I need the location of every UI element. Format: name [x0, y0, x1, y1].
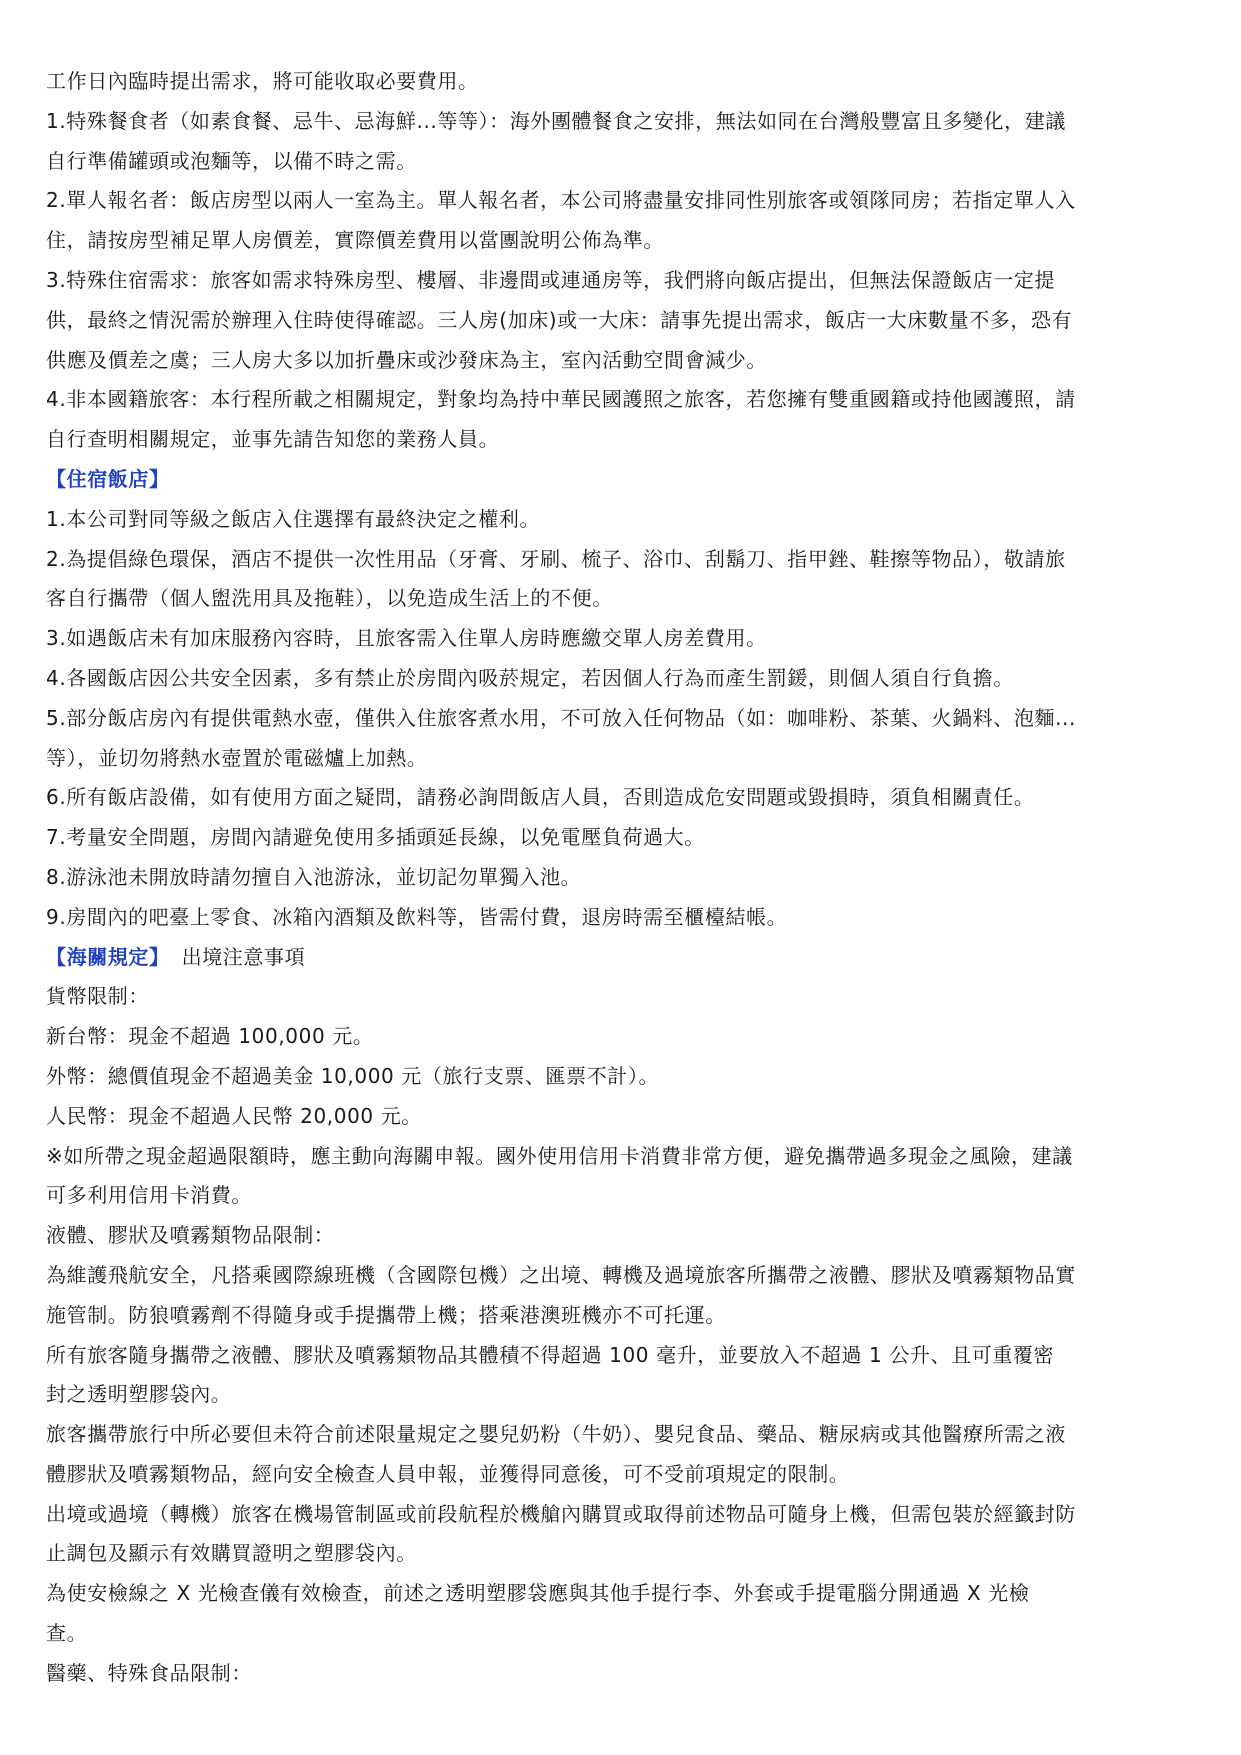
text-line: 供，最終之情況需於辦理入住時使得確認。三人房(加床)或一大床：請事先提出需求，飯店一大床數量不多，恐有	[46, 307, 1073, 332]
text-line: 人民幣：現金不超過人民幣 20,000 元。	[46, 1103, 422, 1128]
text-line: 3.特殊住宿需求：旅客如需求特殊房型、樓層、非邊間或連通房等，我們將向飯店提出，但無法保證飯店一定提	[46, 267, 1056, 292]
text-line: 為使安檢線之 X 光檢查儀有效檢查，前述之透明塑膠袋應與其他手提行李、外套或手提電腦分開通過 X 光檢	[46, 1581, 1030, 1606]
text-line: 1.特殊餐食者（如素食餐、忌牛、忌海鮮...等等）：海外團體餐食之安排，無法如同在台灣般豐富且多變化，建議	[46, 108, 1066, 133]
text-line: 封之透明塑膠袋內。	[46, 1382, 232, 1407]
text-line: 5.部分飯店房內有提供電熱水壺，僅供入住旅客煮水用，不可放入任何物品（如：咖啡粉、茶葉、火鍋料、泡麵...	[46, 705, 1076, 730]
text-line: 7.考量安全問題，房間內請避免使用多插頭延長線，以免電壓負荷過大。	[46, 825, 705, 850]
text-line: 供應及價差之虞；三人房大多以加折疊床或沙發床為主，室內活動空間會減少。	[46, 347, 767, 372]
text-line: 出境或過境（轉機）旅客在機場管制區或前段航程於機艙內購買或取得前述物品可隨身上機，但需包裝於經籤封防	[46, 1501, 1076, 1526]
text-line: 客自行攜帶（個人盥洗用具及拖鞋），以免造成生活上的不便。	[46, 586, 613, 611]
text-line: 9.房間內的吧臺上零食、冰箱內酒類及飲料等，皆需付費，退房時需至櫃檯結帳。	[46, 904, 788, 929]
text-line: 可多利用信用卡消費。	[46, 1183, 252, 1208]
text-line: 查。	[46, 1621, 88, 1646]
text-line: 1.本公司對同等級之飯店入住選擇有最終決定之權利。	[46, 506, 541, 531]
text-line: 3.如遇飯店未有加床服務內容時，且旅客需入住單人房時應繳交單人房差費用。	[46, 626, 767, 651]
section-heading-customs: 【海關規定】	[46, 944, 170, 969]
text-line: 止調包及顯示有效購買證明之塑膠袋內。	[46, 1541, 417, 1566]
text-line: ※如所帶之現金超過限額時，應主動向海關申報。國外使用信用卡消費非常方便，避免攜帶過多現金之風險，建議	[46, 1143, 1073, 1168]
customs-heading-line	[46, 938, 1198, 978]
text-line: 施管制。防狼噴霧劑不得隨身或手提攜帶上機；搭乘港澳班機亦不可托運。	[46, 1302, 726, 1327]
text-line: 4.各國飯店因公共安全因素，多有禁止於房間內吸菸規定，若因個人行為而產生罰鍰，則個人須自行負擔。	[46, 665, 1014, 690]
text-line: 2.為提倡綠色環保，酒店不提供一次性用品（牙膏、牙刷、梳子、浴巾、刮鬍刀、指甲銼、鞋擦等物品），敬請旅	[46, 546, 1066, 571]
text-line: 為維護飛航安全，凡搭乘國際線班機（含國際包機）之出境、轉機及過境旅客所攜帶之液體、膠狀及噴霧類物品實	[46, 1262, 1076, 1287]
text-line: 外幣：總價值現金不超過美金 10,000 元（旅行支票、匯票不計）。	[46, 1063, 660, 1088]
text-line: 新台幣：現金不超過 100,000 元。	[46, 1024, 374, 1049]
text-line: 2.單人報名者：飯店房型以兩人一室為主。單人報名者，本公司將盡量安排同性別旅客或領隊同房；若指定單人入	[46, 188, 1076, 213]
text-line: 液體、膠狀及噴霧類物品限制：	[46, 1223, 335, 1248]
text-line: 貨幣限制：	[46, 984, 149, 1009]
text-line: 6.所有飯店設備，如有使用方面之疑問，請務必詢問飯店人員，否則造成危安問題或毀損時，須負相關責任。	[46, 785, 1035, 810]
text-line: 體膠狀及噴霧類物品，經向安全檢查人員申報，並獲得同意後，可不受前項規定的限制。	[46, 1461, 850, 1486]
text-line: 醫藥、特殊食品限制：	[46, 1660, 252, 1685]
text-line: 等），並切勿將熱水壺置於電磁爐上加熱。	[46, 745, 428, 770]
text-line: 旅客攜帶旅行中所必要但未符合前述限量規定之嬰兒奶粉（牛奶）、嬰兒食品、藥品、糖尿病或其他醫療所需之液	[46, 1422, 1066, 1447]
section-subheading-departure: 出境注意事項	[181, 944, 306, 969]
section-heading-hotel: 【住宿飯店】	[46, 466, 170, 491]
document-page	[46, 62, 1198, 1694]
text-line: 自行查明相關規定，並事先請告知您的業務人員。	[46, 427, 500, 452]
text-line: 所有旅客隨身攜帶之液體、膠狀及噴霧類物品其體積不得超過 100 毫升，並要放入不超過 1 公升、且可重覆密	[46, 1342, 1055, 1367]
text-line: 4.非本國籍旅客：本行程所載之相關規定，對象均為持中華民國護照之旅客，若您擁有雙重國籍或持他國護照，請	[46, 387, 1076, 412]
text-line: 住，請按房型補足單人房價差，實際價差費用以當團說明公佈為準。	[46, 228, 664, 253]
text-line: 工作日內臨時提出需求，將可能收取必要費用。	[46, 69, 479, 93]
text-line: 8.游泳池未開放時請勿擅自入池游泳，並切記勿單獨入池。	[46, 864, 582, 889]
text-line: 自行準備罐頭或泡麵等，以備不時之需。	[46, 148, 417, 173]
